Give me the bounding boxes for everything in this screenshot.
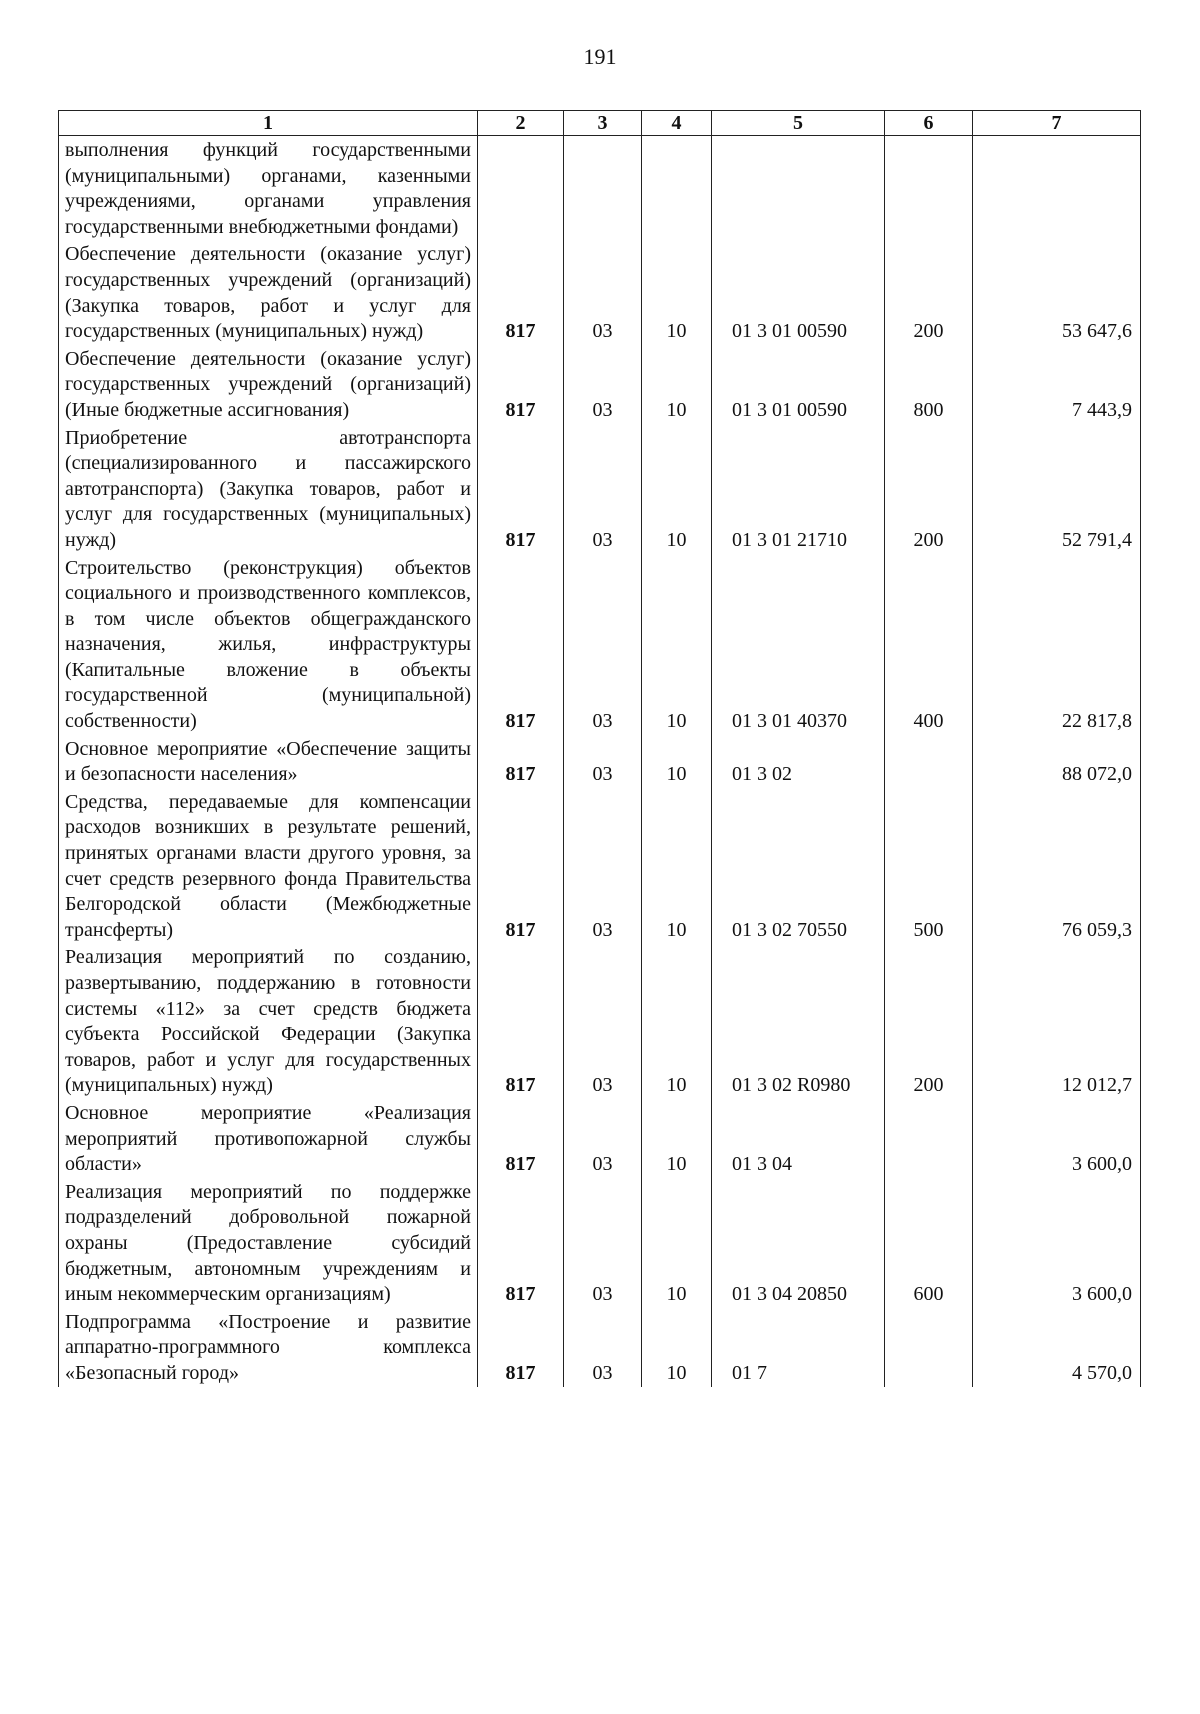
row-target-article: 01 3 04 20850 [712,1178,885,1308]
row-target-article: 01 7 [712,1308,885,1387]
table-row [59,1178,1141,1308]
row-amount: 3 600,0 [973,1099,1141,1178]
header-row [59,111,1141,136]
row-amount: 76 059,3 [973,788,1141,944]
row-gr-code: 817 [478,345,564,424]
row-section-code [564,136,642,241]
row-description: Основное мероприятие «Реализация мероприятий противопожарной службы области» [59,1099,478,1178]
row-gr-code: 817 [478,1178,564,1308]
row-subsection-code: 10 [642,943,712,1099]
table-row [59,554,1141,735]
row-section-code: 03 [564,424,642,554]
row-target-article: 01 3 01 21710 [712,424,885,554]
row-amount: 12 012,7 [973,943,1141,1099]
row-expense-type: 200 [885,240,973,344]
row-target-article: 01 3 01 00590 [712,345,885,424]
row-expense-type [885,1099,973,1178]
row-description: Обеспечение деятельности (оказание услуг) государственных учреждений (организаций) (Иные бюджетные ассигнования) [59,345,478,424]
row-subsection-code: 10 [642,240,712,344]
header-col-5: 5 [712,111,885,136]
row-description: Средства, передаваемые для компенсации расходов возникших в результате решений, принятых органами власти другого уровня, за счет средств резервного фонда Правительства Белгородской области (Межбюджетные трансферты) [59,788,478,944]
row-section-code: 03 [564,554,642,735]
row-gr-code: 817 [478,240,564,344]
table-row [59,424,1141,554]
row-amount: 53 647,6 [973,240,1141,344]
row-expense-type: 500 [885,788,973,944]
row-description: Подпрограмма «Построение и развитие аппаратно-программного комплекса «Безопасный город» [59,1308,478,1387]
table-row [59,788,1141,944]
header-col-6: 6 [885,111,973,136]
row-gr-code [478,136,564,241]
row-section-code: 03 [564,735,642,788]
row-amount: 22 817,8 [973,554,1141,735]
row-target-article: 01 3 02 R0980 [712,943,885,1099]
row-expense-type: 400 [885,554,973,735]
table-header [59,111,1141,136]
row-section-code: 03 [564,345,642,424]
row-amount: 3 600,0 [973,1178,1141,1308]
row-description: Реализация мероприятий по поддержке подразделений добровольной пожарной охраны (Предоставление субсидий бюджетным, автономным учреждениям и иным некоммерческим организациям) [59,1178,478,1308]
header-col-1: 1 [59,111,478,136]
row-gr-code: 817 [478,735,564,788]
row-amount: 88 072,0 [973,735,1141,788]
table-row [59,735,1141,788]
row-description: Строительство (реконструкция) объектов социального и производственного комплексов, в том числе объектов общегражданского назначения, жилья, инфраструктуры (Капитальные вложение в объекты государственной (муниципальной) собственности) [59,554,478,735]
table-row [59,1099,1141,1178]
header-col-2: 2 [478,111,564,136]
row-subsection-code [642,136,712,241]
row-subsection-code: 10 [642,1178,712,1308]
row-subsection-code: 10 [642,788,712,944]
row-description: Основное мероприятие «Обеспечение защиты и безопасности населения» [59,735,478,788]
row-expense-type: 800 [885,345,973,424]
row-amount: 52 791,4 [973,424,1141,554]
table-row [59,240,1141,344]
row-expense-type: 200 [885,424,973,554]
row-target-article: 01 3 01 40370 [712,554,885,735]
table-row [59,1308,1141,1387]
row-target-article: 01 3 04 [712,1099,885,1178]
table-body [59,136,1141,1387]
row-expense-type [885,136,973,241]
row-target-article: 01 3 02 [712,735,885,788]
row-description: выполнения функций государственными (муниципальными) органами, казенными учреждениями, органами управления государственными внебюджетными фондами) [59,136,478,241]
table-row [59,943,1141,1099]
row-section-code: 03 [564,1308,642,1387]
table-row [59,136,1141,241]
row-amount: 4 570,0 [973,1308,1141,1387]
row-section-code: 03 [564,788,642,944]
row-section-code: 03 [564,943,642,1099]
row-target-article: 01 3 01 00590 [712,240,885,344]
row-description: Приобретение автотранспорта (специализированного и пассажирского автотранспорта) (Закупка товаров, работ и услуг для государственных (муниципальных) нужд) [59,424,478,554]
row-gr-code: 817 [478,1308,564,1387]
row-amount [973,136,1141,241]
row-section-code: 03 [564,1099,642,1178]
row-gr-code: 817 [478,554,564,735]
row-expense-type [885,735,973,788]
row-subsection-code: 10 [642,735,712,788]
row-section-code: 03 [564,1178,642,1308]
row-gr-code: 817 [478,788,564,944]
row-amount: 7 443,9 [973,345,1141,424]
row-subsection-code: 10 [642,345,712,424]
row-section-code: 03 [564,240,642,344]
row-gr-code: 817 [478,943,564,1099]
row-expense-type [885,1308,973,1387]
header-col-4: 4 [642,111,712,136]
row-expense-type: 200 [885,943,973,1099]
row-target-article: 01 3 02 70550 [712,788,885,944]
header-col-3: 3 [564,111,642,136]
row-description: Реализация мероприятий по созданию, развертыванию, поддержанию в готовности системы «112» за счет средств бюджета субъекта Российской Федерации (Закупка товаров, работ и услуг для государственных (муниципальных) нужд) [59,943,478,1099]
row-subsection-code: 10 [642,554,712,735]
row-description: Обеспечение деятельности (оказание услуг) государственных учреждений (организаций) (Закупка товаров, работ и услуг для государственных (муниципальных) нужд) [59,240,478,344]
budget-table [58,110,1141,1387]
page-number: 191 [583,44,617,69]
row-target-article [712,136,885,241]
row-subsection-code: 10 [642,1308,712,1387]
row-subsection-code: 10 [642,424,712,554]
table-row [59,345,1141,424]
row-gr-code: 817 [478,424,564,554]
header-col-7: 7 [973,111,1141,136]
row-subsection-code: 10 [642,1099,712,1178]
row-expense-type: 600 [885,1178,973,1308]
row-gr-code: 817 [478,1099,564,1178]
